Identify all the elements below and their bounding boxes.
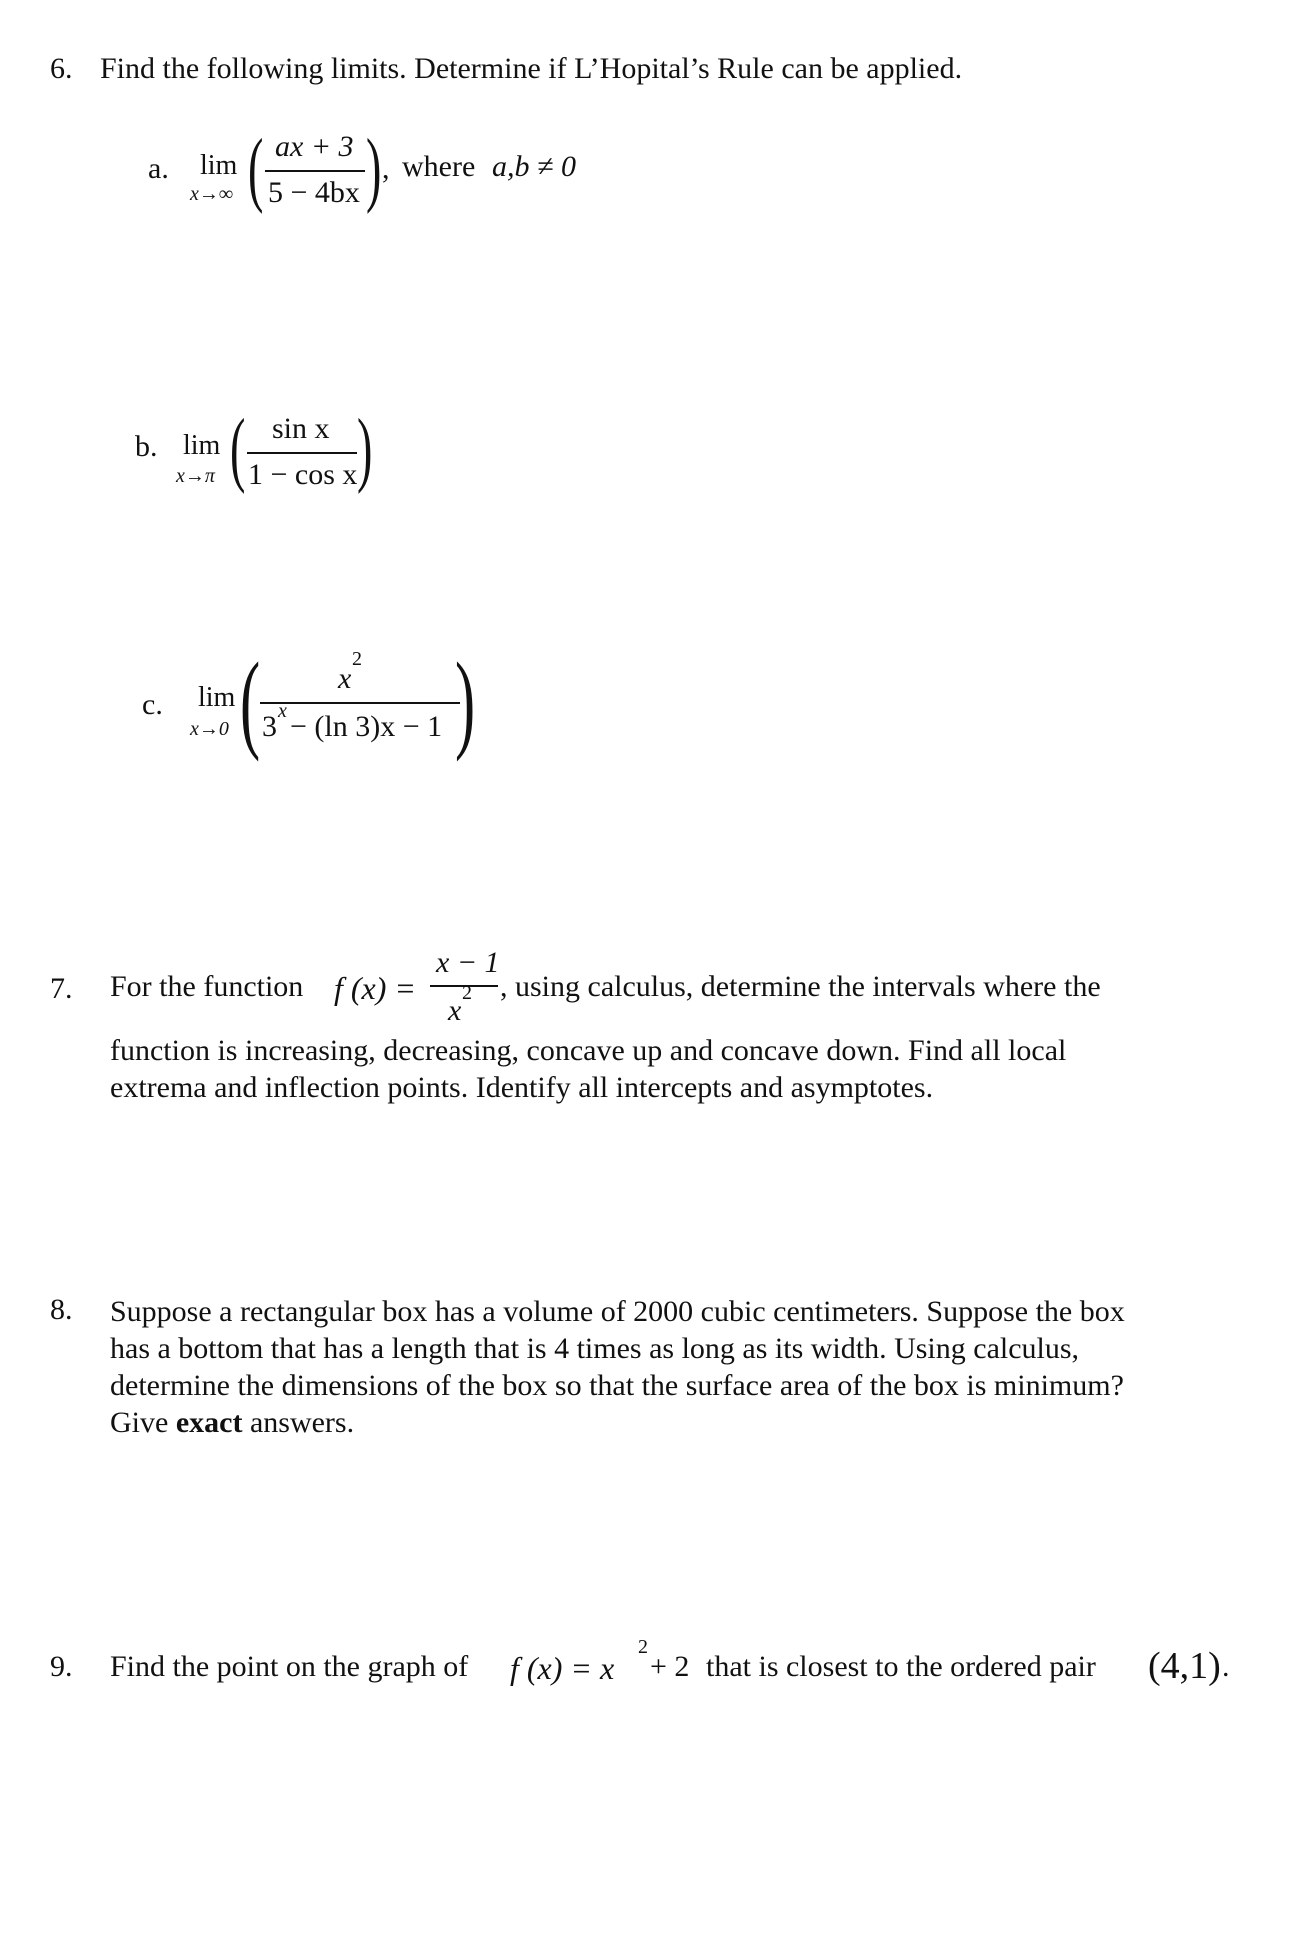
limit-b-subscript: x→π (176, 465, 215, 487)
limit-c-label: c. (142, 688, 163, 721)
limit-b-numerator: sin x (272, 412, 330, 445)
limit-c-left-paren: ( (240, 640, 261, 762)
question-7-numerator: x − 1 (436, 946, 500, 979)
limit-b-lim: lim (183, 430, 221, 461)
question-6-prompt: Find the following limits. Determine if L’Hopital’s Rule can be applied. (100, 52, 963, 85)
limit-a-denominator: 5 − 4bx (268, 176, 360, 209)
question-7-denominator-exponent: 2 (462, 982, 472, 1004)
limit-a-comma: , (382, 152, 390, 185)
question-8-body (110, 1293, 1125, 1441)
question-8-line-4-pre: Give (110, 1406, 176, 1439)
limit-a-condition: a,b ≠ 0 (492, 150, 576, 183)
question-7-denominator-base: x (448, 994, 462, 1027)
limit-b-denominator: 1 − cos x (248, 458, 358, 491)
limit-c-denominator-base: 3 (262, 710, 277, 743)
limit-c-denominator-rest: − (ln 3)x − 1 (290, 710, 443, 743)
question-9-ordered-pair: (4,1) (1148, 1645, 1221, 1687)
question-7-line-2: function is increasing, decreasing, concave up and concave down. Find all local (110, 1034, 1067, 1067)
limit-a-where: where (402, 150, 476, 183)
question-8-number: 8. (50, 1293, 73, 1326)
limit-c-lim: lim (198, 682, 236, 713)
limit-a-fraction-bar (265, 170, 365, 172)
question-8-line-2: has a bottom that has a length that is 4 times as long as its width. Using calculus, (110, 1332, 1080, 1365)
limit-c-fraction-bar (260, 702, 460, 704)
question-8-line-4-post: answers. (242, 1406, 355, 1439)
limit-a-subscript: x→∞ (190, 183, 234, 205)
limit-a-numerator: ax + 3 (275, 130, 354, 163)
question-7-after: , using calculus, determine the intervals where the (500, 970, 1101, 1003)
question-7-line-3: extrema and inflection points. Identify all intercepts and asymptotes. (110, 1071, 934, 1104)
limit-b-right-paren: ) (357, 402, 373, 495)
question-9-function-pre: f (x) = x (510, 1650, 615, 1686)
limit-c-numerator-base: x (338, 662, 352, 695)
question-9-function-exponent: 2 (638, 1636, 648, 1658)
limit-a-left-paren: ( (248, 122, 264, 215)
question-7-lead: For the function (110, 970, 304, 1003)
question-9-end: . (1222, 1650, 1230, 1683)
limit-b-label: b. (135, 430, 158, 463)
question-8-exact: exact (175, 1406, 243, 1439)
question-8-line-3: determine the dimensions of the box so that the surface area of the box is minimum? (110, 1369, 1124, 1402)
limit-c-numerator-exponent: 2 (352, 648, 362, 670)
question-9-number: 9. (50, 1650, 73, 1683)
question-7-function: f (x) = (334, 970, 416, 1006)
question-9-lead: Find the point on the graph of (110, 1650, 469, 1683)
limit-b-fraction-bar (247, 452, 357, 454)
limit-a-lim: lim (200, 150, 238, 181)
limit-b-left-paren: ( (230, 402, 246, 495)
limit-a-right-paren: ) (366, 122, 382, 215)
limit-c-right-paren: ) (455, 640, 476, 762)
limit-c-subscript: x→0 (190, 718, 229, 740)
question-7-number: 7. (50, 972, 73, 1005)
question-6-number: 6. (50, 52, 73, 85)
question-9-function-post: + 2 (650, 1650, 690, 1683)
question-8-line-4 (110, 1404, 1125, 1441)
limit-c-denominator-exponent: x (278, 700, 287, 722)
question-9-mid: that is closest to the ordered pair (706, 1650, 1096, 1683)
question-8-line-1: Suppose a rectangular box has a volume of 2000 cubic centimeters. Suppose the box (110, 1295, 1125, 1328)
limit-a-label: a. (148, 152, 169, 185)
